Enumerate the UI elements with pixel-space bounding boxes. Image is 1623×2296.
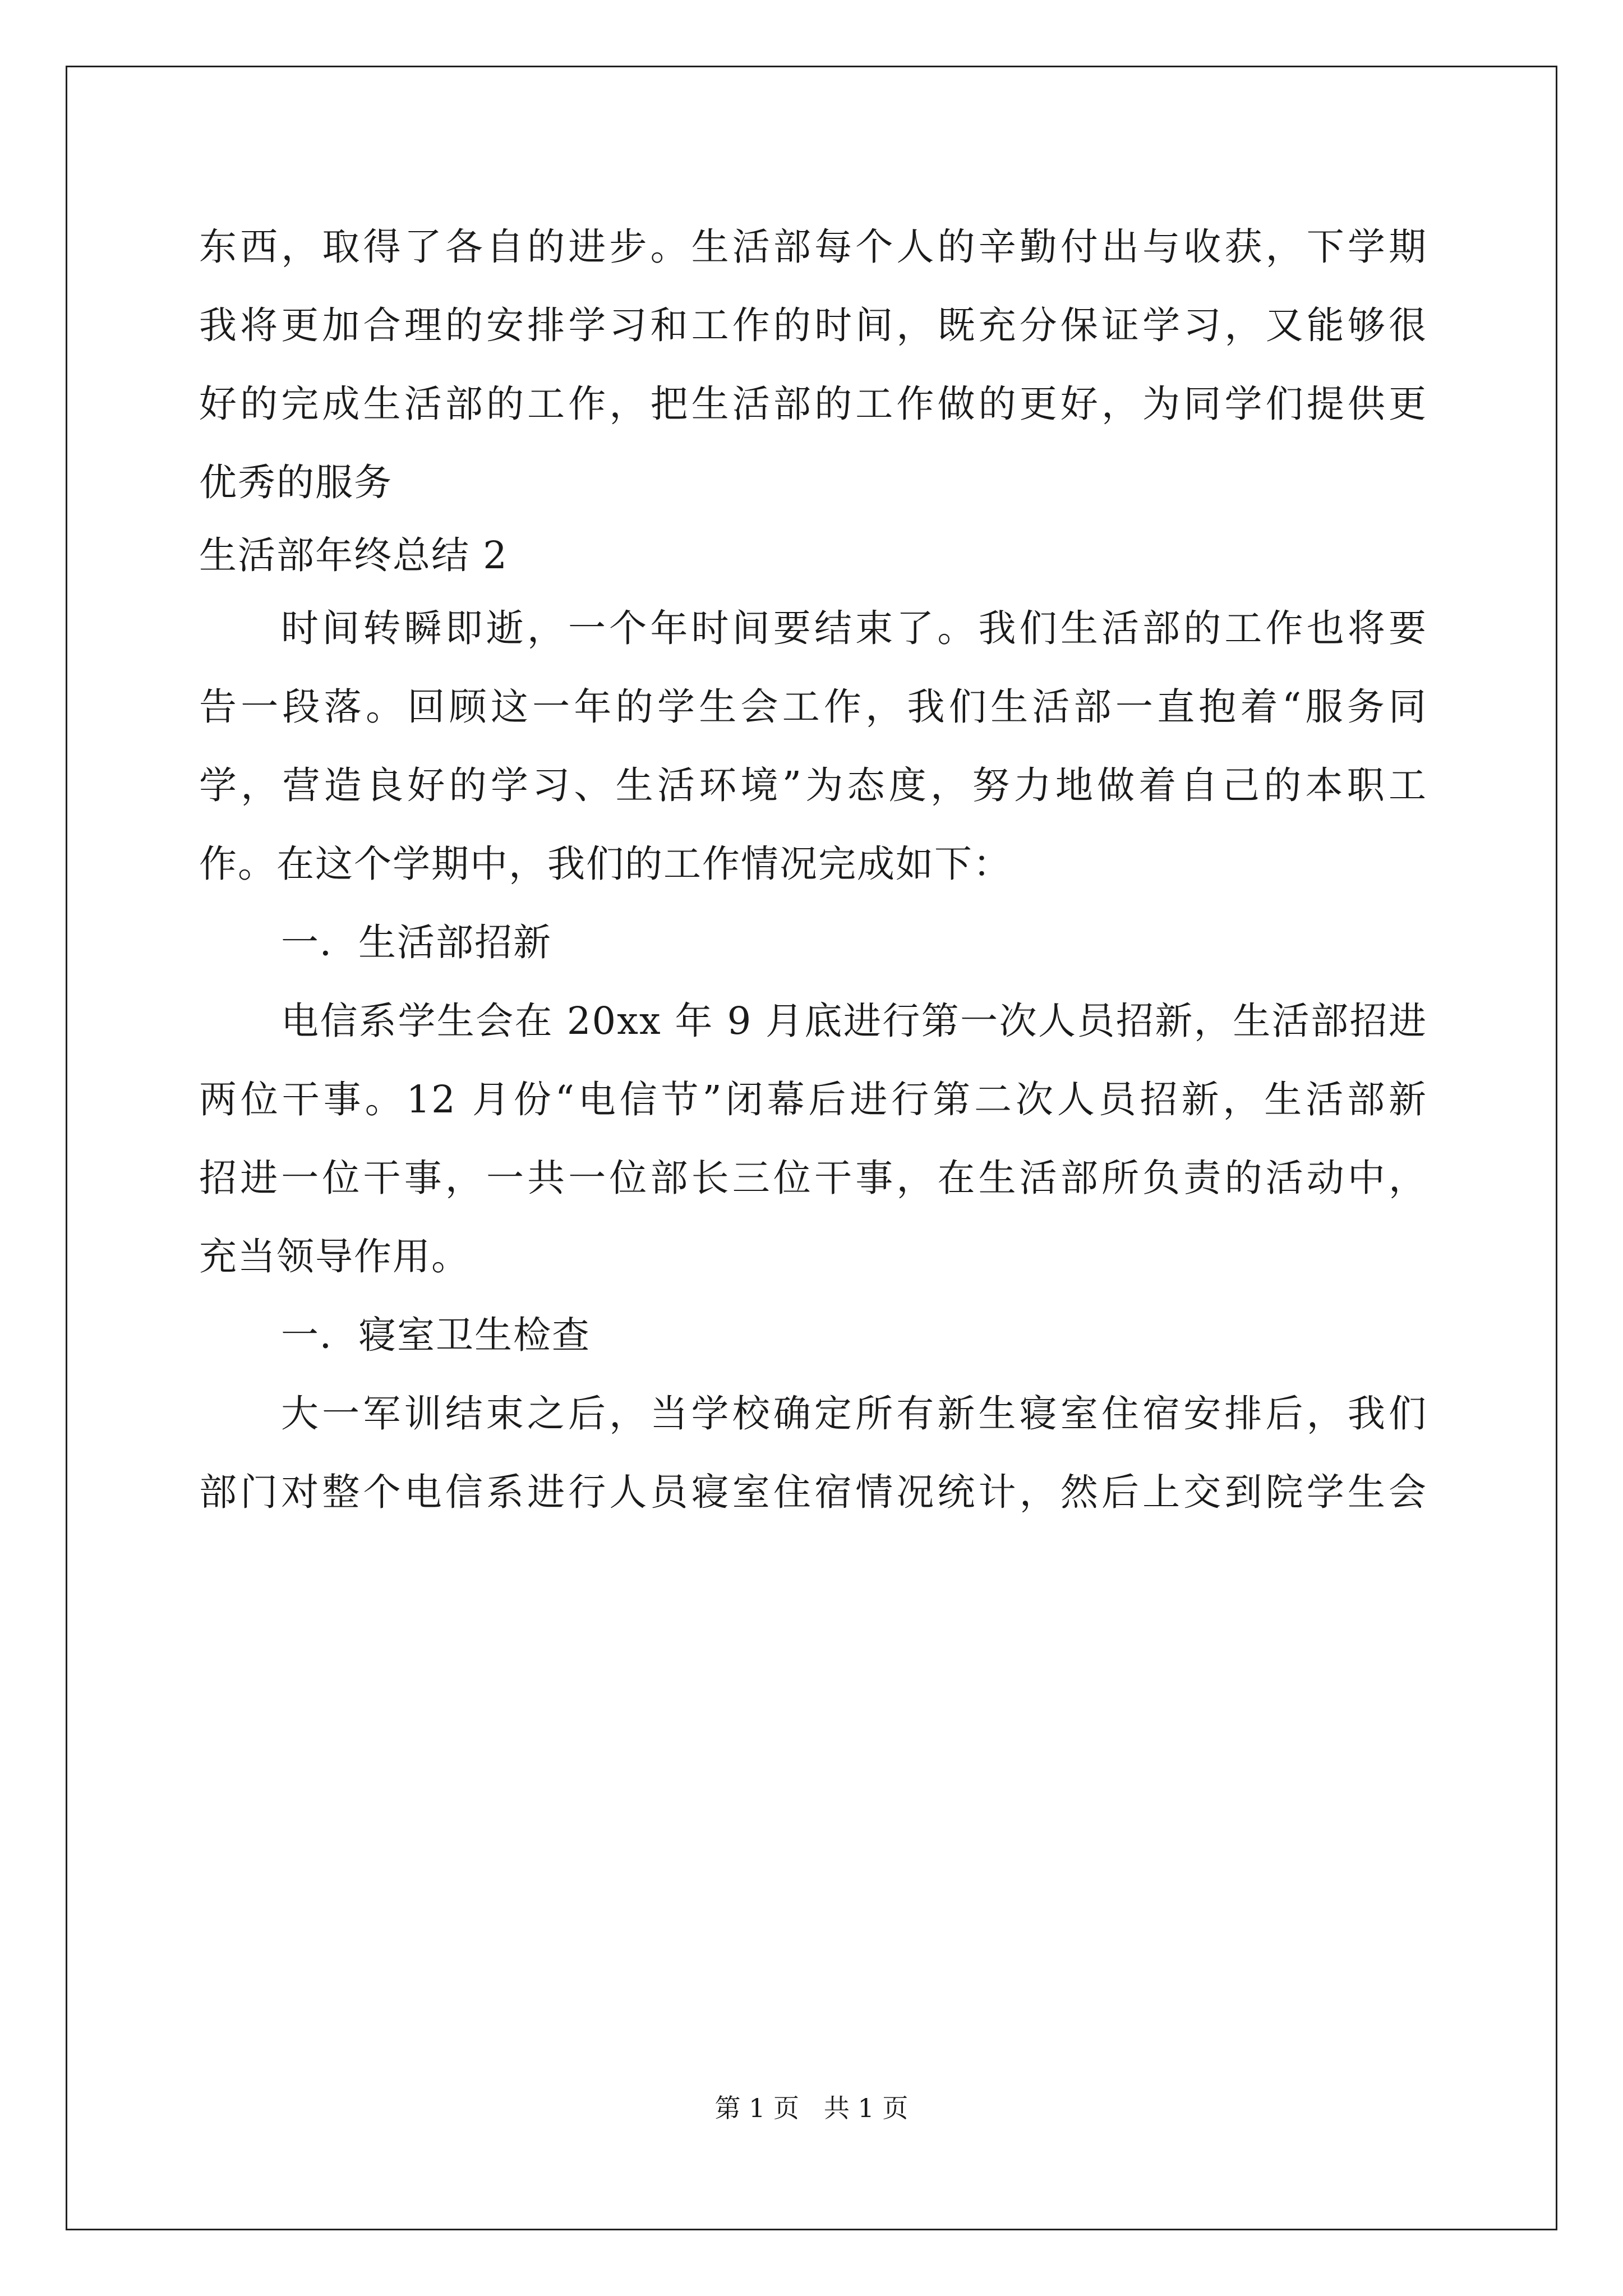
paragraph-line: 东西，取得了各自的进步。生活部每个人的辛勤付出与收获，下学期 [199,225,1427,269]
paragraph-line: 学，营造良好的学习、生活环境”为态度，努力地做着自己的本职工 [199,763,1427,807]
section-heading: 生活部年终总结 2 [199,533,508,577]
paragraph-line: 电信系学生会在 20xx 年 9 月底进行第一次人员招新，生活部招进 [281,999,1427,1043]
subsection-heading: 一．寝室卫生检查 [281,1313,591,1357]
paragraph-line: 告一段落。回顾这一年的学生会工作，我们生活部一直抱着“服务同 [199,685,1427,729]
paragraph-line: 优秀的服务 [199,461,393,504]
paragraph-line: 大一军训结束之后，当学校确定所有新生寝室住宿安排后，我们 [281,1392,1427,1435]
paragraph-line: 好的完成生活部的工作，把生活部的工作做的更好，为同学们提供更 [199,382,1427,426]
paragraph-line: 部门对整个电信系进行人员寝室住宿情况统计，然后上交到院学生会 [199,1470,1427,1514]
paragraph-line: 时间转瞬即逝，一个年时间要结束了。我们生活部的工作也将要 [281,606,1427,650]
paragraph-line: 作。在这个学期中，我们的工作情况完成如下： [199,842,1012,886]
paragraph-line: 两位干事。12 月份“电信节”闭幕后进行第二次人员招新，生活部新 [199,1078,1427,1121]
paragraph-line: 我将更加合理的安排学习和工作的时间，既充分保证学习，又能够很 [199,303,1427,347]
subsection-heading: 一．生活部招新 [281,921,552,964]
page-footer: 第 1 页 共 1 页 [714,2093,909,2123]
paragraph-line: 充当领导作用。 [199,1235,470,1278]
paragraph-line: 招进一位干事，一共一位部长三位干事，在生活部所负责的活动中， [199,1156,1427,1200]
